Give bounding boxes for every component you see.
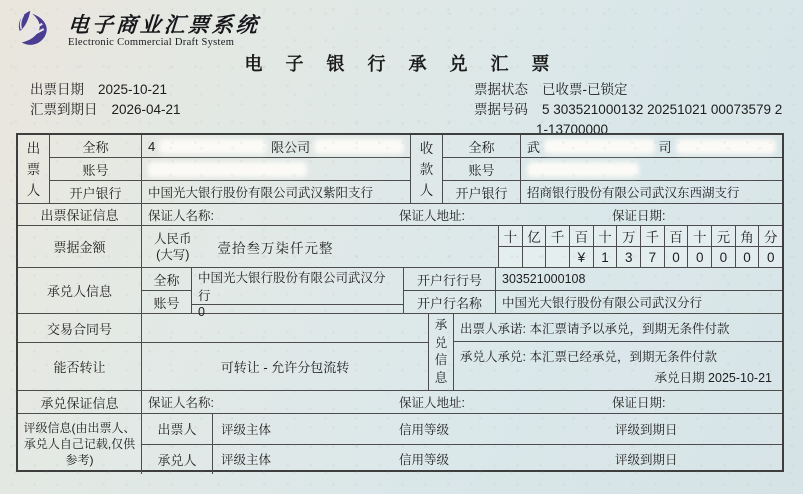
rating-expiry-label: 评级到期日 (615, 453, 678, 468)
rating-expiry-label: 评级到期日 (615, 422, 678, 437)
digit-col-header: 元 (711, 226, 735, 246)
issue-guarantee-fields (142, 204, 782, 225)
drawer-name-label: 全称 (50, 135, 141, 158)
issue-date-value: 2025-10-21 (98, 82, 168, 97)
issue-guarantee-section (18, 204, 782, 226)
payee-vertical-label (411, 135, 443, 203)
digit-col-header: 十 (687, 226, 711, 246)
drawer-vertical-label (18, 135, 50, 203)
digit-cell (545, 247, 569, 267)
acceptor-bank-no-label: 开户行行号 (404, 268, 495, 291)
bill-title: 电 子 银 行 承 兑 汇 票 (244, 54, 559, 74)
issue-date-row (30, 80, 181, 100)
bill-number-line2: 1-13700000 (536, 122, 609, 137)
digit-col-header: 分 (758, 226, 782, 246)
due-date-value: 2026-04-21 (111, 102, 181, 117)
payee-bank-label: 开户银行 (455, 185, 508, 201)
middle-section (18, 314, 782, 390)
acceptor-label: 承兑人信息 (18, 268, 142, 313)
digit-col-header: 千 (640, 226, 664, 246)
guarantee-date-label: 保证日期: (612, 208, 666, 223)
payee-label-text: 收款人 (419, 140, 434, 198)
issue-date-label: 出票日期 (30, 82, 84, 97)
digit-col-header: 百 (664, 226, 688, 246)
bill-number-label: 票据号码 (474, 102, 528, 117)
digit-col-header: 千 (545, 226, 569, 246)
digit-grid-header (499, 226, 782, 247)
digit-cell (499, 247, 522, 267)
payee-bank-value: 招商银行股份有限公司武汉东西湖支行 (527, 186, 740, 200)
rating-section (18, 414, 782, 474)
payee-name-value (521, 135, 782, 158)
amount-section (18, 226, 782, 268)
digit-cell: 0 (758, 247, 782, 267)
guarantor-name-label: 保证人名称: (148, 208, 214, 223)
currency-label (142, 231, 192, 263)
currency-uppercase-label: (大写) (156, 247, 190, 262)
payee-name-label: 全称 (443, 135, 520, 158)
acceptor-account-label: 账号 (153, 295, 180, 311)
ecds-logo (14, 9, 260, 53)
rating-subject-label: 评级主体 (221, 453, 272, 468)
drawer-bank-value: 中国光大银行股份有限公司武汉紫阳支行 (148, 186, 374, 200)
amount-digit-grid (499, 226, 782, 267)
acceptor-name-value: 中国光大银行股份有限公司武汉分行 (192, 268, 403, 305)
guarantor-name-label: 保证人名称: (148, 396, 214, 410)
digit-cell: 0 (735, 247, 759, 267)
drawer-account-label: 账号 (50, 158, 141, 181)
currency-cn: 人民币 (154, 231, 192, 246)
acceptor-promise: 承兑人承兑: 本汇票已经承兑，到期无条件付款 (460, 349, 717, 364)
credit-grade-label: 信用等级 (399, 453, 450, 468)
transferable-label: 能否转让 (18, 343, 142, 390)
acceptor-name-label: 全称 (142, 268, 191, 291)
digit-cell: 7 (640, 247, 664, 267)
redaction-smudge (527, 162, 639, 177)
redaction-smudge (676, 139, 776, 154)
payee-name-prefix: 武 (527, 139, 541, 155)
digit-col-header: 万 (616, 226, 640, 246)
bill-table (16, 133, 784, 472)
payee-account-label: 账号 (443, 158, 520, 181)
date-info-block (30, 80, 181, 120)
acceptance-guarantee-section (18, 390, 782, 414)
transferable-value: 可转让 - 允许分包流转 (220, 360, 350, 375)
contract-no-label: 交易合同号 (18, 314, 142, 342)
acceptor-bank-name-value: 中国光大银行股份有限公司武汉分行 (502, 296, 703, 310)
acceptor-section (18, 268, 782, 319)
guarantor-addr-label: 保证人地址: (399, 396, 465, 410)
bill-number-value: 5 303521000132 20251021 00073579 2 (542, 102, 783, 117)
guarantor-addr-label: 保证人地址: (399, 208, 465, 223)
rating-row-drawer-label: 出票人 (142, 414, 212, 445)
digit-cell: 0 (664, 247, 688, 267)
contract-no-value (142, 314, 428, 342)
digit-col-header: 百 (569, 226, 593, 246)
acceptor-promise-cell (454, 342, 782, 390)
guarantee-date-label: 保证日期: (612, 396, 666, 410)
acceptance-info-vertical-label (429, 314, 454, 390)
ecds-logo-icon (14, 9, 60, 53)
acceptance-guarantee-fields (142, 391, 782, 413)
digit-cell: 0 (687, 247, 711, 267)
drawer-promise: 出票人承诺: 本汇票请予以承兑，到期无条件付款 (454, 314, 782, 342)
payee-account-value (521, 158, 782, 181)
digit-col-header: 角 (735, 226, 759, 246)
due-date-label: 汇票到期日 (30, 102, 98, 117)
parties-section (18, 135, 782, 204)
acceptance-guarantee-label: 承兑保证信息 (18, 391, 142, 413)
bill-status-row (474, 80, 782, 100)
drawer-name-suffix: 限公司 (271, 139, 311, 155)
redaction-smudge (148, 162, 307, 177)
amount-label: 票据金额 (18, 226, 142, 267)
amount-in-words: 壹拾叁万柒仟元整 (217, 240, 334, 256)
digit-col-header: 十 (503, 230, 518, 245)
acceptance-date: 承兑日期 2025-10-21 (654, 370, 772, 385)
credit-grade-label: 信用等级 (399, 422, 450, 437)
drawer-account-value (142, 158, 410, 181)
payee-name-suffix: 司 (658, 139, 672, 155)
logo-title-en: Electronic Commercial Draft System (68, 36, 235, 48)
digit-cell: 3 (616, 247, 640, 267)
status-info-block (474, 80, 782, 140)
digit-col-header: 十 (593, 226, 617, 246)
digit-cell: ¥ (569, 247, 593, 267)
rating-row-drawer (213, 414, 782, 445)
issue-guarantee-label: 出票保证信息 (18, 204, 142, 225)
bill-status-value: 已收票-已锁定 (542, 82, 628, 97)
logo-title-cn: 电子商业汇票系统 (67, 11, 261, 37)
rating-row-acceptor (213, 445, 782, 475)
rating-row-acceptor-label: 承兑人 (157, 452, 197, 468)
drawer-name-prefix: 4 (148, 138, 156, 154)
digit-grid-values (499, 247, 782, 267)
due-date-row (30, 100, 181, 120)
acceptor-bank-no-value: 303521000108 (496, 268, 782, 291)
rating-label: 评级信息(由出票人、承兑人自己记载,仅供参考) (18, 414, 142, 474)
acceptance-label-text: 承兑信息 (434, 318, 448, 385)
bill-status-label: 票据状态 (474, 82, 528, 97)
bill-number-row (474, 100, 782, 120)
redaction-smudge (314, 139, 404, 154)
redaction-smudge (159, 139, 267, 154)
digit-cell (522, 247, 546, 267)
rating-subject-label: 评级主体 (221, 422, 272, 437)
acceptor-account-value: 0 (198, 305, 205, 319)
digit-cell: 1 (593, 247, 617, 267)
drawer-label-text: 出票人 (26, 140, 41, 198)
drawer-bank-label: 开户银行 (69, 185, 122, 201)
redaction-smudge (544, 139, 655, 154)
drawer-name-value (142, 135, 410, 158)
acceptor-bank-name-label: 开户行名称 (416, 295, 482, 311)
amount-words-cell (142, 226, 499, 267)
digit-cell: 0 (711, 247, 735, 267)
digit-col-header: 亿 (522, 226, 546, 246)
